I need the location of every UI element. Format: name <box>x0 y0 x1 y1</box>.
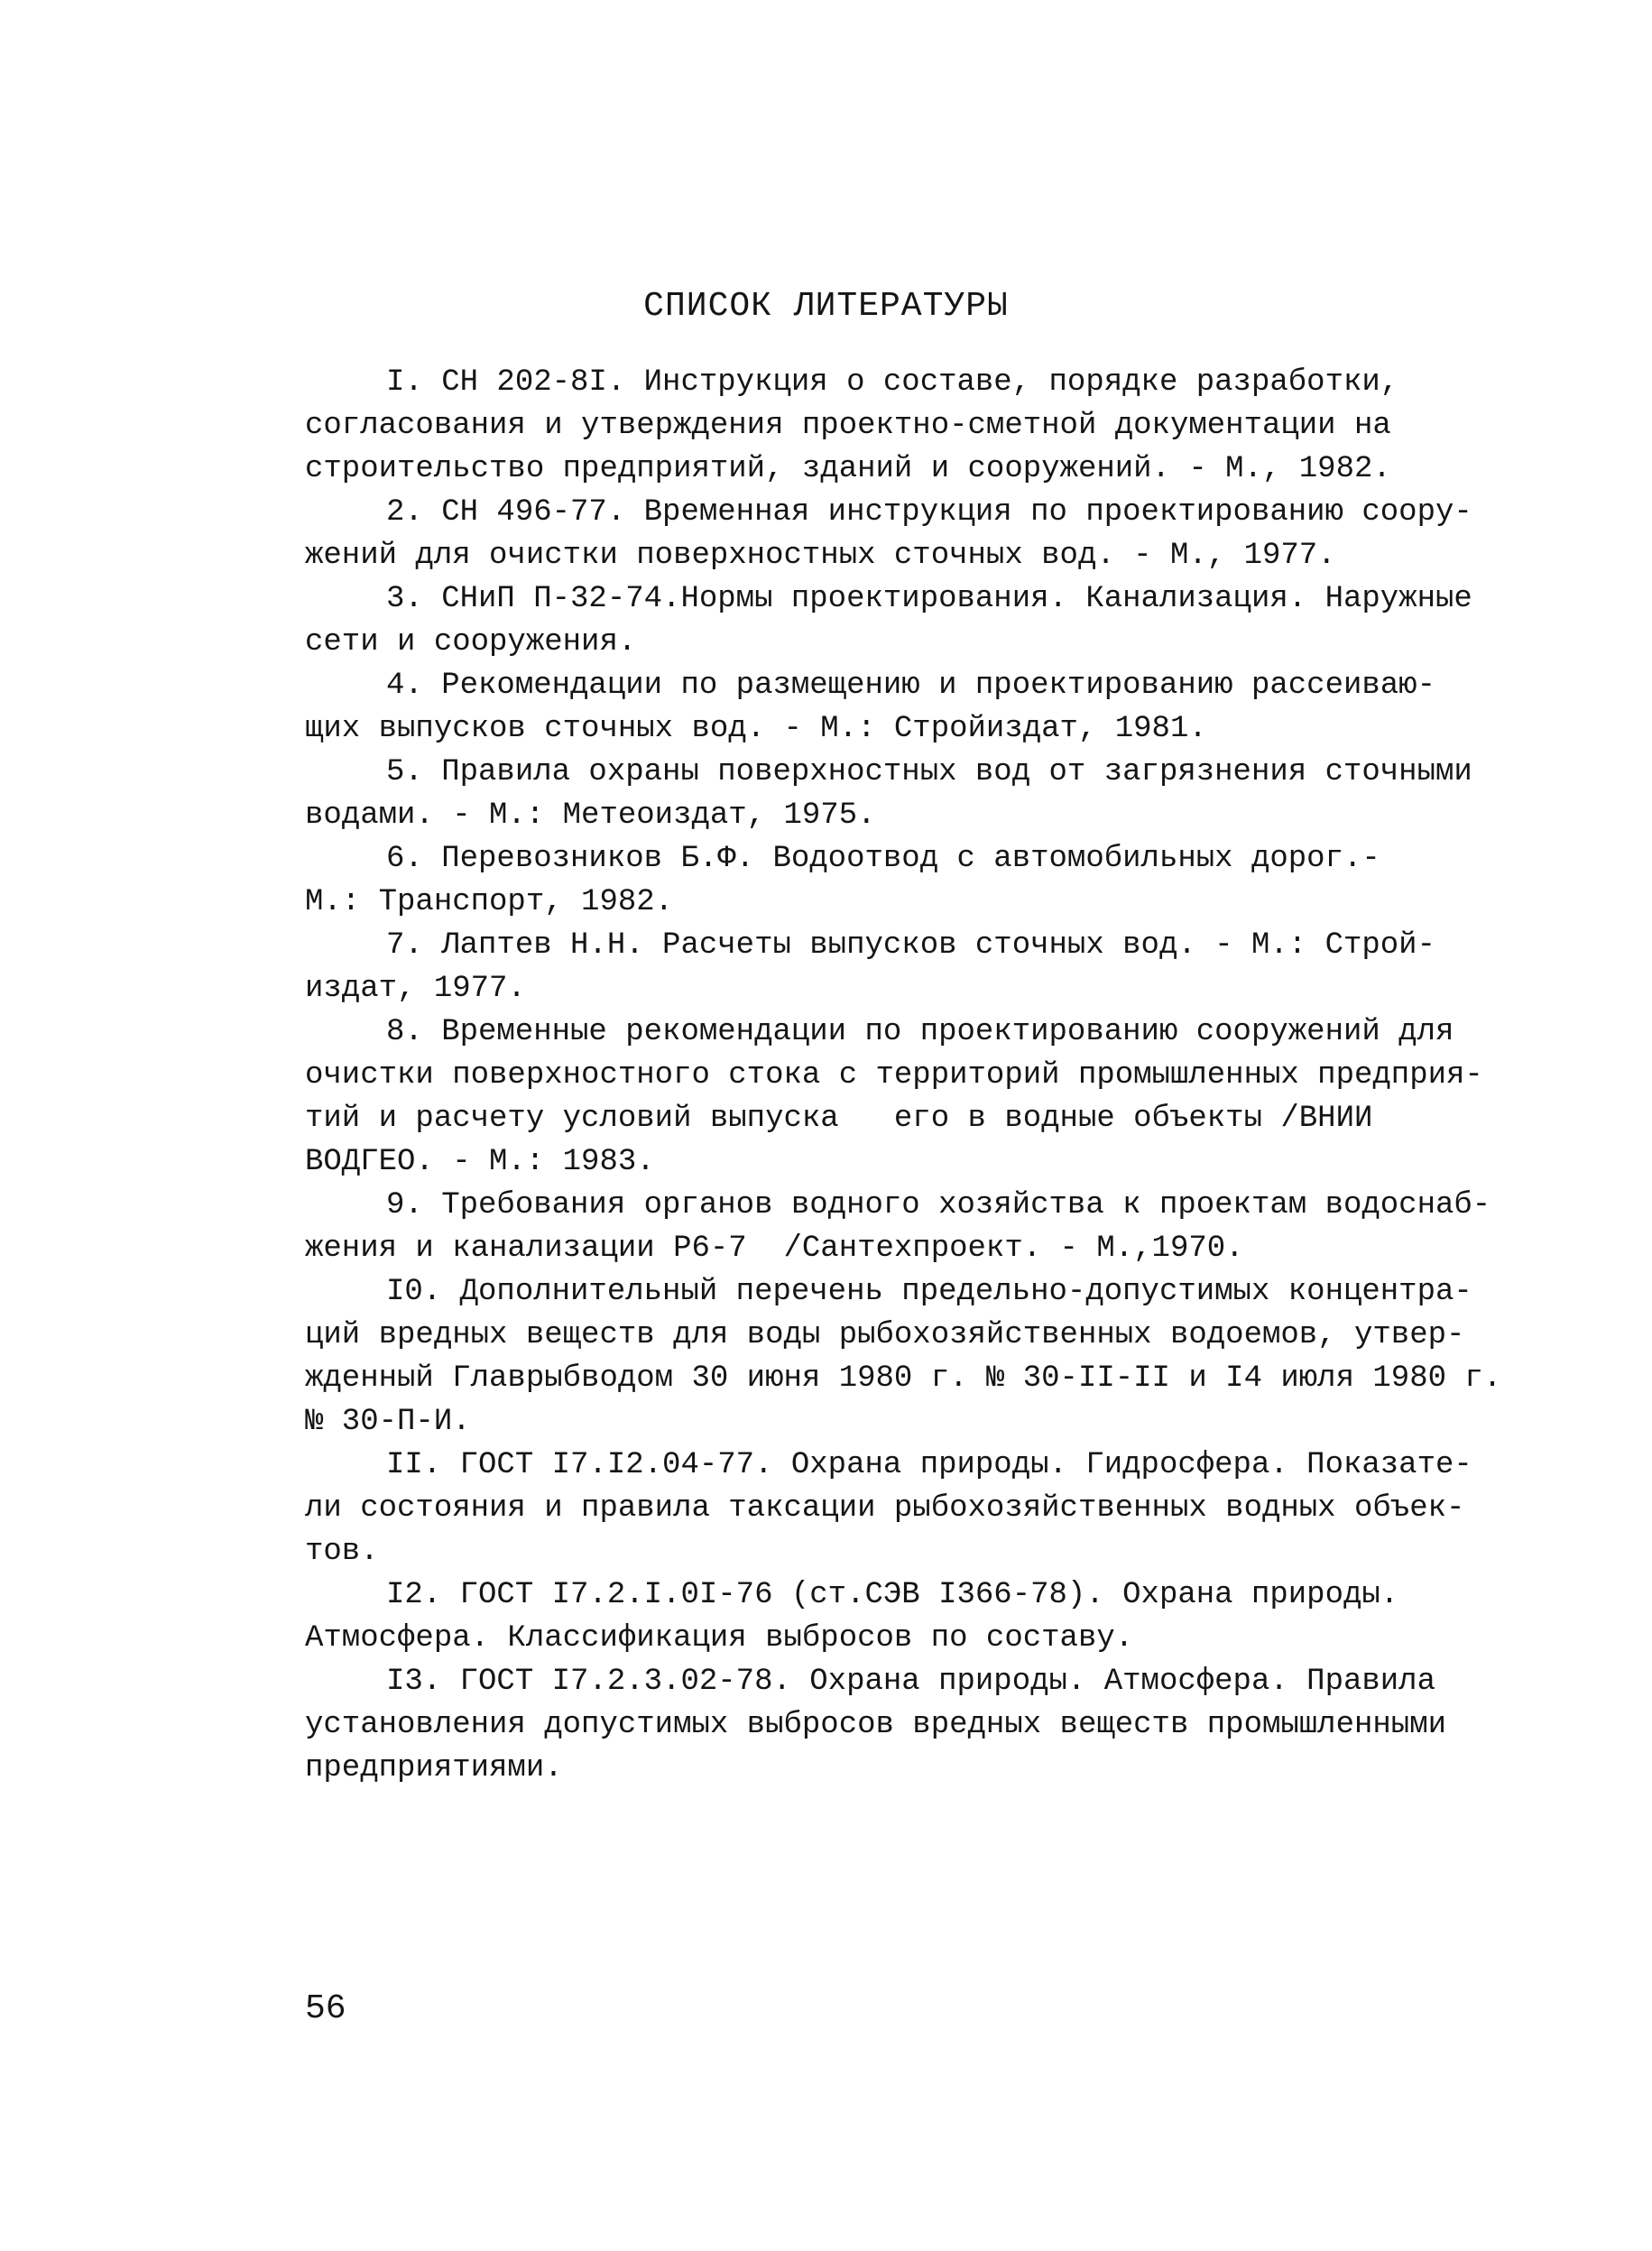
reference-item <box>305 1010 1483 1184</box>
reference-line: 8. Временные рекомендации по проектированию сооружений для <box>386 1015 1454 1049</box>
reference-line: 3. СНиП П-32-74.Нормы проектирования. Канализация. Наружные <box>386 582 1472 616</box>
reference-item <box>305 491 1472 577</box>
reference-line: 2. СН 496-77. Временная инструкция по проектированию соору- <box>386 495 1472 530</box>
reference-line: I3. ГОСТ I7.2.3.02-78. Охрана природы. Атмосфера. Правила <box>386 1665 1435 1699</box>
reference-item <box>305 1573 1455 1660</box>
reference-list <box>305 361 1502 1790</box>
reference-line: 9. Требования органов водного хозяйства к проектам водоснаб- <box>386 1188 1491 1222</box>
reference-line: согласования и утверждения проектно-сметной документации на <box>305 409 1391 443</box>
reference-item <box>305 924 1455 1010</box>
reference-line: 4. Рекомендации по размещению и проектированию рассеиваю- <box>386 669 1435 703</box>
reference-line: строительство предприятий, зданий и сооружений. - М., 1982. <box>305 452 1391 486</box>
reference-line: ли состояния и правила таксации рыбохозяйственных водных объек- <box>305 1491 1465 1526</box>
reference-line: II. ГОСТ I7.I2.04-77. Охрана природы. Гидросфера. Показате- <box>386 1448 1472 1482</box>
reference-line: предприятиями. <box>305 1751 563 1785</box>
reference-item <box>305 361 1455 491</box>
reference-line: № 30-П-И. <box>305 1405 471 1439</box>
page-title: СПИСОК ЛИТЕРАТУРЫ <box>643 287 1009 326</box>
reference-line: I2. ГОСТ I7.2.I.0I-76 (ст.СЭВ I366-78). Охрана природы. <box>386 1578 1399 1612</box>
reference-item <box>305 837 1455 924</box>
reference-line: I. СН 202-8I. Инструкция о составе, порядке разработки, <box>386 365 1399 400</box>
reference-line: Атмосфера. Классификация выбросов по составу. <box>305 1621 1134 1656</box>
reference-item <box>305 1270 1502 1444</box>
reference-line: жений для очистки поверхностных сточных вод. - М., 1977. <box>305 539 1336 573</box>
reference-line: тий и расчету условий выпуска его в водные объекты /ВНИИ <box>305 1102 1373 1136</box>
reference-line: водами. - М.: Метеоиздат, 1975. <box>305 798 876 833</box>
reference-item <box>305 1444 1472 1573</box>
reference-item <box>305 1660 1455 1790</box>
reference-line: очистки поверхностного стока с территорий промышленных предприя- <box>305 1058 1483 1093</box>
reference-line: издат, 1977. <box>305 972 526 1006</box>
reference-line: жденный Главрыбводом 30 июня 1980 г. № 30-II-II и I4 июля 1980 г. <box>305 1361 1502 1396</box>
reference-item <box>305 577 1472 664</box>
reference-line: 6. Перевозников Б.Ф. Водоотвод с автомобильных дорог.- <box>386 842 1380 876</box>
reference-line: 7. Лаптев Н.Н. Расчеты выпусков сточных вод. - М.: Строй- <box>386 928 1435 963</box>
reference-line: ВОДГЕО. - М.: 1983. <box>305 1145 655 1179</box>
reference-line: ций вредных веществ для воды рыбохозяйственных водоемов, утвер- <box>305 1318 1465 1352</box>
reference-line: I0. Дополнительный перечень предельно-допустимых концентра- <box>386 1275 1472 1309</box>
reference-item <box>305 751 1472 837</box>
reference-line: жения и канализации Р6-7 /Сантехпроект. - М.,1970. <box>305 1232 1244 1266</box>
reference-line: установления допустимых выбросов вредных веществ промышленными <box>305 1708 1447 1742</box>
reference-item <box>305 1184 1491 1270</box>
reference-line: М.: Транспорт, 1982. <box>305 885 674 919</box>
reference-line: сети и сооружения. <box>305 625 637 660</box>
page-number: 56 <box>305 1989 346 2028</box>
reference-line: тов. <box>305 1535 379 1569</box>
reference-line: щих выпусков сточных вод. - М.: Стройиздат, 1981. <box>305 712 1207 746</box>
reference-item <box>305 664 1455 751</box>
reference-line: 5. Правила охраны поверхностных вод от загрязнения сточными <box>386 755 1472 789</box>
